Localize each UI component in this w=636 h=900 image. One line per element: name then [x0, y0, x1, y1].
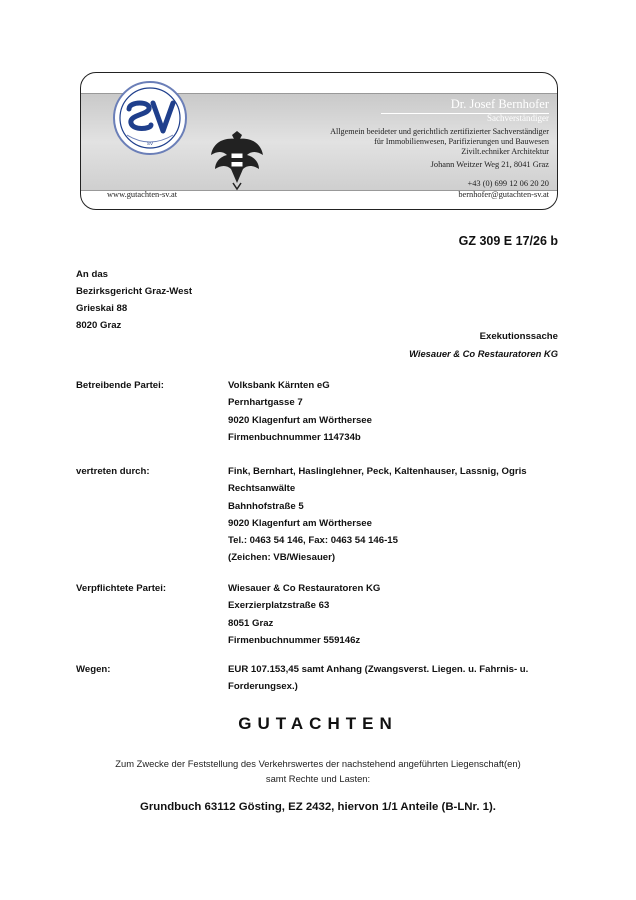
party-label: Verpflichtete Partei:	[76, 583, 167, 594]
expert-description-line: für Immobilienwesen, Parifizierungen und Bauwesen	[374, 137, 549, 146]
expert-phone: +43 (0) 699 12 06 20 20	[467, 179, 549, 188]
recipient-line: 8020 Graz	[76, 320, 122, 331]
land-register-entry: Grundbuch 63112 Gösting, EZ 2432, hiervon 1/1 Anteile (B-LNr. 1).	[140, 801, 496, 813]
party-line: Tel.: 0463 54 146, Fax: 0463 54 146-15	[228, 535, 398, 547]
expert-address: Johann Weitzer Weg 21, 8041 Graz	[430, 160, 549, 169]
expert-name: Dr. Josef Bernhofer	[381, 97, 549, 114]
party-line: Bahnhofstraße 5	[228, 500, 304, 512]
party-label: Betreibende Partei:	[76, 380, 164, 391]
expert-description-line: Zivilt.echniker Architektur	[461, 147, 549, 156]
purpose-line: samt Rechte und Lasten:	[265, 773, 371, 784]
logo-text: SV	[146, 141, 154, 146]
recipient-line: An das	[76, 269, 108, 280]
expert-website: www.gutachten-sv.at	[107, 190, 178, 199]
party-line: Fink, Bernhart, Haslinglehner, Peck, Kaltenhauser, Lassnig, Ogris	[228, 466, 527, 477]
party-line: Forderungsex.)	[228, 681, 298, 693]
party-label: Wegen:	[76, 664, 111, 675]
document-title: GUTACHTEN	[238, 714, 398, 733]
recipient-address	[76, 266, 192, 334]
party-label: vertreten durch:	[76, 466, 150, 477]
party-line: Firmenbuchnummer 559146z	[228, 634, 361, 646]
party-line: Wiesauer & Co Restauratoren KG	[228, 583, 381, 594]
party-details	[228, 463, 568, 567]
party-line: 9020 Klagenfurt am Wörthersee	[228, 517, 372, 529]
purpose-line: Zum Zwecke der Feststellung des Verkehrswertes der nachstehend angeführten Liegenschaft(en)	[115, 758, 521, 769]
party-line: Rechtsanwälte	[228, 483, 296, 495]
party-line: Exerzierplatzstraße 63	[228, 600, 330, 612]
party-line: 9020 Klagenfurt am Wörthersee	[228, 414, 372, 426]
party-line: Volksbank Kärnten eG	[228, 380, 330, 391]
recipient-line: Grieskai 88	[76, 303, 128, 314]
matter-title: Exekutionssache	[479, 331, 558, 342]
purpose-text	[60, 756, 576, 786]
party-line: Firmenbuchnummer 114734b	[228, 431, 361, 443]
party-line: EUR 107.153,45 samt Anhang (Zwangsverst. Liegen. u. Fahrnis- u.	[228, 664, 529, 675]
matter-parties: Wiesauer & Co Restauratoren KG	[409, 348, 558, 359]
recipient-line: Bezirksgericht Graz-West	[76, 286, 193, 297]
sv-logo-icon	[111, 79, 189, 157]
expert-role: Sachverständiger	[487, 113, 549, 123]
party-details	[228, 377, 568, 446]
party-details	[228, 580, 568, 649]
party-line: (Zeichen: VB/Wiesauer)	[228, 552, 336, 564]
case-number: GZ 309 E 17/26 b	[458, 234, 558, 248]
party-line: 8051 Graz	[228, 617, 274, 629]
party-line: Pernhartgasse 7	[228, 397, 303, 409]
letterhead	[80, 72, 558, 210]
austrian-eagle-icon	[209, 125, 265, 191]
party-details	[228, 661, 568, 696]
expert-description-line: Allgemein beeideter und gerichtlich zertifizierter Sachverständiger	[330, 127, 549, 136]
expert-email: bernhofer@gutachten-sv.at	[458, 190, 549, 199]
